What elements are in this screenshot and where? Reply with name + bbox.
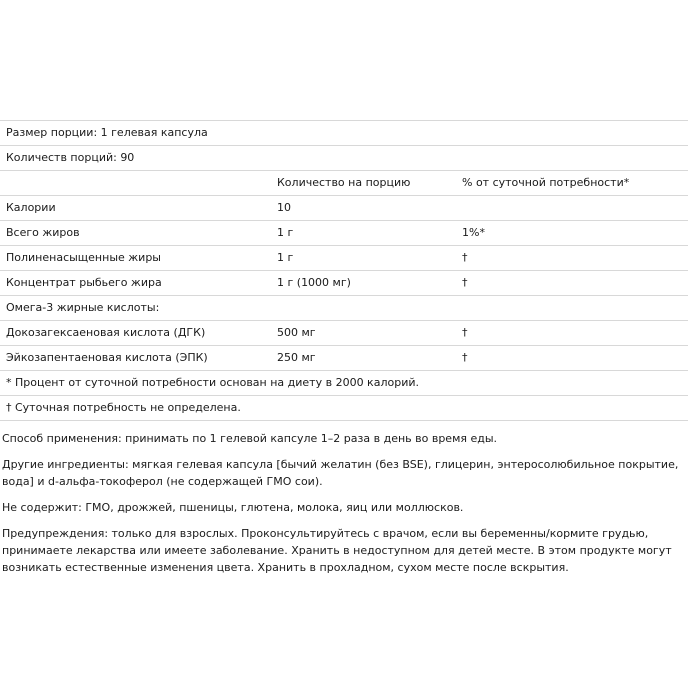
- footnote-dagger: † Суточная потребность не определена.: [6, 401, 241, 414]
- nutrient-amount: 1 г: [277, 226, 294, 239]
- nutrient-amount: 250 мг: [277, 351, 316, 364]
- footnote-dagger-row: [0, 396, 688, 421]
- nutrient-dv: †: [462, 276, 468, 289]
- nutrient-amount: 1 г: [277, 251, 294, 264]
- table-row: [0, 196, 688, 221]
- table-row: [0, 271, 688, 296]
- nutrient-name: Эйкозапентаеновая кислота (ЭПК): [6, 351, 208, 364]
- servings-per-container-row: [0, 146, 688, 171]
- dv-header: % от суточной потребности*: [462, 176, 630, 189]
- free-of-text: Не содержит: ГМО, дрожжей, пшеницы, глютена, молока, яиц или моллюсков.: [2, 501, 464, 514]
- nutrient-dv: †: [462, 351, 468, 364]
- servings-per-container: Количеств порций: 90: [6, 151, 135, 164]
- amount-header: Количество на порцию: [277, 176, 411, 189]
- table-row: [0, 296, 688, 321]
- nutrient-dv: †: [462, 251, 468, 264]
- nutrient-amount: 10: [277, 201, 291, 214]
- supplement-facts-table: [0, 120, 688, 421]
- nutrient-name: Калории: [6, 201, 56, 214]
- table-row: [0, 321, 688, 346]
- serving-size: Размер порции: 1 гелевая капсула: [6, 126, 208, 139]
- table-row: [0, 246, 688, 271]
- warnings-text: Предупреждения: только для взрослых. Проконсультируйтесь с врачом, если вы беременны/кормите грудью, принимаете лекарства или имеете заболевание. Хранить в недоступном для детей месте. В этом продукте могут возникать естественные изменения цвета. Хранить в прохладном, сухом месте после вскрытия.: [2, 527, 672, 574]
- footnote-dv-row: [0, 371, 688, 396]
- nutrient-name: Докозагексаеновая кислота (ДГК): [6, 326, 206, 339]
- nutrient-dv: †: [462, 326, 468, 339]
- nutrient-name: Полиненасыщенные жиры: [6, 251, 161, 264]
- nutrient-amount: 500 мг: [277, 326, 316, 339]
- table-header-row: [0, 171, 688, 196]
- product-notes: [2, 430, 686, 585]
- table-row: [0, 346, 688, 371]
- nutrient-name: Всего жиров: [6, 226, 80, 239]
- nutrient-name: Концентрат рыбьего жира: [6, 276, 162, 289]
- serving-size-row: [0, 121, 688, 146]
- nutrient-name: Омега-3 жирные кислоты:: [6, 301, 160, 314]
- nutrient-amount: 1 г (1000 мг): [277, 276, 351, 289]
- nutrient-dv: 1%*: [462, 226, 485, 239]
- usage-text: Способ применения: принимать по 1 гелевой капсуле 1–2 раза в день во время еды.: [2, 432, 498, 445]
- table-row: [0, 221, 688, 246]
- footnote-dv: * Процент от суточной потребности основан на диету в 2000 калорий.: [6, 376, 419, 389]
- other-ingredients-text: Другие ингредиенты: мягкая гелевая капсула [бычий желатин (без BSE), глицерин, энтеросолюбильное покрытие, вода] и d-альфа-токоферол (не содержащей ГМО сои).: [2, 458, 679, 488]
